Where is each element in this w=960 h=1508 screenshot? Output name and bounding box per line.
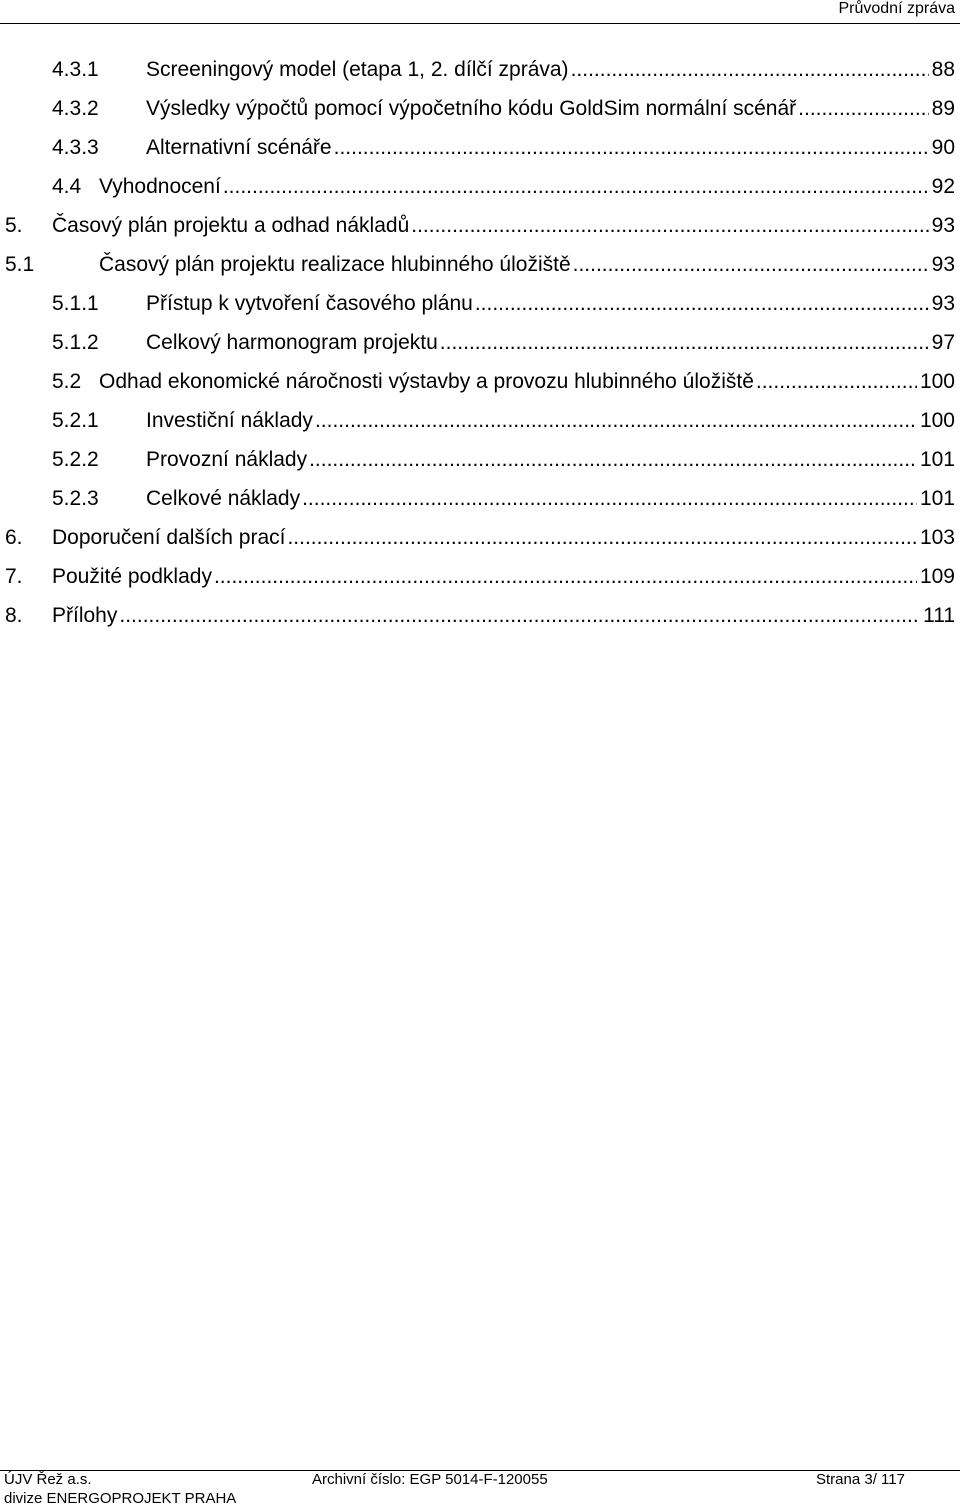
toc-dot-leader [309, 447, 917, 473]
toc-dot-leader [440, 330, 929, 356]
toc-entry-title: Použité podklady [52, 565, 212, 588]
toc-entry-title: Investiční náklady [146, 409, 313, 432]
toc-dot-leader [573, 252, 929, 278]
toc-entry[interactable] [52, 57, 955, 83]
toc-entry-number: 4.4 [52, 175, 82, 198]
toc-entry-number: 5.2 [52, 370, 82, 393]
toc-entry[interactable] [52, 486, 955, 512]
toc-dot-leader [475, 291, 929, 317]
toc-entry-number: 6. [5, 526, 23, 549]
toc-entry[interactable] [5, 603, 955, 629]
toc-entry-number: 5.1.1 [52, 292, 99, 315]
toc-entry-title: Screeningový model (etapa 1, 2. dílčí zpráva) [146, 58, 569, 81]
toc-entry[interactable] [52, 369, 955, 395]
footer-page-number: Strana 3/ 117 [816, 1471, 905, 1488]
toc-entry-page: 101 [919, 487, 955, 510]
toc-entry-number: 4.3.3 [52, 136, 99, 159]
toc-entry[interactable] [5, 564, 955, 590]
toc-entry-page: 100 [919, 370, 955, 393]
toc-entry-title: Doporučení dalších prací [52, 526, 286, 549]
toc-dot-leader [334, 135, 929, 161]
toc-dot-leader [119, 603, 920, 629]
toc-entry-title: Vyhodnocení [99, 175, 221, 198]
toc-dot-leader [411, 213, 928, 239]
toc-entry-number: 4.3.2 [52, 97, 99, 120]
toc-entry[interactable] [52, 291, 955, 317]
toc-entry-page: 88 [931, 58, 955, 81]
toc-dot-leader [798, 96, 928, 122]
toc-entry-title: Časový plán projektu realizace hlubinného úložiště [99, 253, 571, 276]
toc-entry[interactable] [52, 135, 955, 161]
toc-dot-leader [571, 57, 929, 83]
toc-entry-title: Časový plán projektu a odhad nákladů [52, 214, 410, 237]
toc-dot-leader [315, 408, 917, 434]
toc-entry[interactable] [52, 174, 955, 200]
toc-entry[interactable] [52, 96, 955, 122]
toc-entry-title: Provozní náklady [146, 448, 308, 471]
toc-entry-number: 5. [5, 214, 23, 237]
toc-entry[interactable] [52, 447, 955, 473]
toc-entry-page: 111 [923, 604, 955, 627]
toc-dot-leader [302, 486, 917, 512]
toc-entry[interactable] [52, 408, 955, 434]
toc-entry-title: Celkové náklady [146, 487, 301, 510]
toc-entry-page: 92 [931, 175, 955, 198]
toc-entry-number: 8. [5, 604, 23, 627]
toc-entry[interactable] [5, 213, 955, 239]
toc-entry-title: Celkový harmonogram projektu [146, 331, 438, 354]
header-divider [0, 23, 960, 24]
toc-dot-leader [756, 369, 917, 395]
toc-entry-page: 97 [931, 331, 955, 354]
toc-entry-page: 89 [931, 97, 955, 120]
footer-division: divize ENERGOPROJEKT PRAHA [4, 1490, 237, 1507]
toc-entry-page: 109 [919, 565, 955, 588]
toc-entry-title: Alternativní scénáře [146, 136, 332, 159]
toc-entry-page: 90 [931, 136, 955, 159]
page-header-title: Průvodní zpráva [838, 0, 955, 17]
toc-entry[interactable] [5, 252, 955, 278]
toc-dot-leader [223, 174, 929, 200]
toc-entry-number: 4.3.1 [52, 58, 99, 81]
toc-entry[interactable] [52, 330, 955, 356]
toc-entry[interactable] [5, 525, 955, 551]
toc-entry-number: 5.2.2 [52, 448, 99, 471]
toc-entry-number: 5.1.2 [52, 331, 99, 354]
toc-entry-title: Přístup k vytvoření časového plánu [146, 292, 473, 315]
toc-entry-number: 5.1 [5, 253, 35, 276]
toc-entry-page: 103 [919, 526, 955, 549]
toc-entry-title: Odhad ekonomické náročnosti výstavby a provozu hlubinného úložiště [99, 370, 754, 393]
toc-entry-page: 101 [919, 448, 955, 471]
toc-entry-number: 5.2.1 [52, 409, 99, 432]
toc-entry-number: 5.2.3 [52, 487, 99, 510]
toc-dot-leader [214, 564, 917, 590]
footer-organization: ÚJV Řež a.s. [4, 1471, 92, 1488]
toc-dot-leader [287, 525, 916, 551]
footer-archive-number: Archivní číslo: EGP 5014-F-120055 [312, 1471, 548, 1488]
toc-entry-title: Přílohy [52, 604, 118, 627]
toc-entry-page: 93 [931, 253, 955, 276]
toc-entry-title: Výsledky výpočtů pomocí výpočetního kódu GoldSim normální scénář [146, 97, 797, 120]
toc-entry-page: 93 [931, 214, 955, 237]
toc-entry-page: 93 [931, 292, 955, 315]
toc-entry-number: 7. [5, 565, 23, 588]
toc-entry-page: 100 [919, 409, 955, 432]
